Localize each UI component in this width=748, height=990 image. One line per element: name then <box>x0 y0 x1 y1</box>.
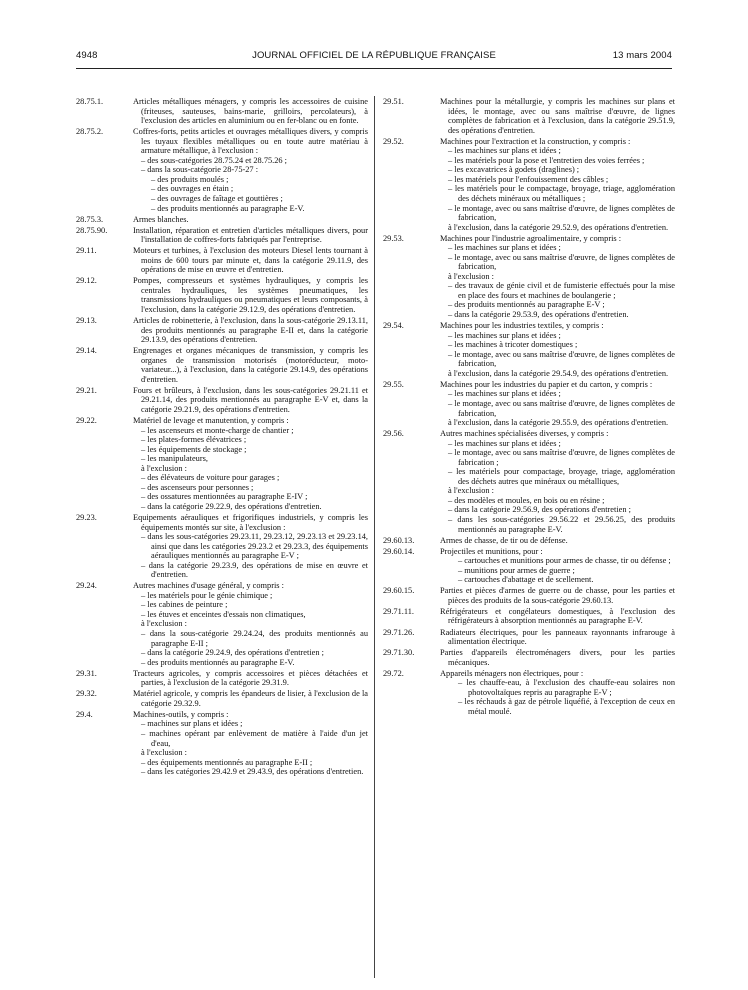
column-divider <box>374 96 375 978</box>
nomenclature-entry <box>383 586 675 605</box>
exclusion-clause: à l'exclusion, dans la catégorie 29.54.9, des opérations d'entretien. <box>448 368 669 378</box>
list-item: – des produits mentionnés au paragraphe E-V. <box>141 657 295 667</box>
nomenclature-entry <box>383 380 675 428</box>
list-item: – les machines sur plans et idées ; <box>448 146 561 156</box>
entry-code: 29.22. <box>76 416 97 425</box>
exclusion-clause: à l'exclusion : <box>141 748 187 758</box>
entry-description: Parties et pièces d'armes de guerre ou de chasse, pour les parties et pièces des produits de la sous-catégorie 29.60.13. <box>440 586 675 605</box>
list-item: – les équipements de stockage ; <box>141 444 247 454</box>
entry-body <box>133 215 368 225</box>
list-item: – des équipements mentionnés au paragraphe E-II ; <box>141 757 313 767</box>
nomenclature-entry <box>76 346 368 384</box>
entry-code: 29.13. <box>76 316 97 326</box>
entry-code: 28.75.90. <box>76 225 108 235</box>
nomenclature-entry <box>76 689 368 708</box>
entry-body <box>440 380 675 428</box>
entry-description: Autres machines d'usage général, y compris : <box>133 581 284 591</box>
entry-description: Autres machines spécialisées diverses, y compris : <box>440 429 609 439</box>
list-item: – les chauffe-eau, à l'exclusion des chauffe-eau solaires non photovoltaïques repris au paragraphe E-V ; <box>458 678 675 697</box>
nomenclature-entry <box>383 234 675 320</box>
entry-description: Equipements aérauliques et frigorifiques industriels, y compris les équipements montés sur site, à l'exclusion : <box>133 512 368 532</box>
list-item: – les matériels pour le compactage, broyage, triage, agglomération des déchets minéraux ou métalliques ; <box>448 184 675 203</box>
entry-code: 29.60.14. <box>383 546 415 556</box>
entry-code: 29.53. <box>383 233 404 243</box>
entry-body <box>440 586 675 605</box>
exclusion-clause: à l'exclusion : <box>448 486 494 496</box>
entry-description: Matériel agricole, y compris les épandeurs de lisier, à l'exclusion de la catégorie 29.32.9. <box>133 689 368 708</box>
list-item: – les ascenseurs et monte-charge de chantier ; <box>141 425 294 435</box>
entry-body <box>440 234 675 320</box>
entry-body <box>133 97 368 126</box>
list-item: – dans la sous-catégorie 29.24.24, des produits mentionnés au paragraphe E-II ; <box>141 629 368 648</box>
entry-body <box>440 607 675 626</box>
list-item: – les réchauds à gaz de pétrole liquéfié, à l'exception de ceux en métal moulé. <box>458 697 675 716</box>
nomenclature-entry <box>76 669 368 688</box>
entry-code: 28.75.2. <box>76 127 104 137</box>
list-item: – le montage, avec ou sans maîtrise d'œuvre, de lignes complètes de fabrication, <box>448 398 675 418</box>
entry-description: Engrenages et organes mécaniques de transmission, y compris les organes de transmission motorisés (motoréducteur, moto-variateur...), à l'exclusion, dans la catégorie 29.14.9, des opérations d'entretien. <box>133 346 368 384</box>
entry-code: 29.21. <box>76 385 97 395</box>
entry-description: Articles métalliques ménagers, y compris les accessoires de cuisine (friteuses, sauteuses, bains-marie, grilloirs, percolateurs), à l'exclusion des articles en aluminium ou en fer-blanc ou en fonte. <box>133 97 368 126</box>
entry-code: 29.60.13. <box>383 535 415 545</box>
entry-body <box>133 689 368 708</box>
nomenclature-entry <box>76 97 368 126</box>
entry-body <box>440 321 675 378</box>
right-column <box>383 97 675 718</box>
list-item: – les cabines de peinture ; <box>141 600 228 610</box>
entry-code: 28.75.3. <box>76 214 104 224</box>
nomenclature-entry <box>76 127 368 213</box>
nomenclature-entry <box>76 226 368 245</box>
list-item: – des élévateurs de voiture pour garages ; <box>141 473 280 483</box>
nomenclature-entry <box>76 386 368 415</box>
list-item: – le montage, avec ou sans maîtrise d'œuvre, de lignes complètes de fabrication, <box>448 203 675 223</box>
entry-body <box>133 127 368 213</box>
list-item: – des produits mentionnés au paragraphe E-V ; <box>448 300 605 310</box>
list-item: – machines opérant par enlèvement de matière à l'aide d'un jet d'eau, <box>141 729 368 748</box>
entry-code: 29.24. <box>76 581 97 591</box>
nomenclature-entry <box>383 628 675 647</box>
list-item: – dans la catégorie 29.24.9, des opérations d'entretien ; <box>141 648 324 658</box>
nomenclature-entry <box>383 321 675 378</box>
entry-description: Moteurs et turbines, à l'exclusion des moteurs Diesel lents tournant à moins de 600 tours par minute et, dans la catégorie 29.11.9, des opérations de mise en œuvre et d'entretien. <box>133 246 368 275</box>
list-item: – les machines à tricoter domestiques ; <box>448 340 578 350</box>
entry-description: Parties d'appareils électroménagers divers, pour les parties mécaniques. <box>440 648 675 667</box>
entry-code: 28.75.1. <box>76 97 104 106</box>
entry-description: Machines pour l'industrie agroalimentaire, y compris : <box>440 233 622 243</box>
exclusion-clause: à l'exclusion, dans la catégorie 29.55.9, des opérations d'entretien. <box>448 418 669 428</box>
entry-code: 29.12. <box>76 276 97 286</box>
entry-code: 29.55. <box>383 379 404 389</box>
entry-description: Projectiles et munitions, pour : <box>440 546 543 556</box>
entry-body <box>440 547 675 585</box>
entry-code: 29.14. <box>76 346 97 356</box>
list-item: – les machines sur plans et idées ; <box>448 243 561 253</box>
list-item: – munitions pour armes de guerre ; <box>458 565 575 575</box>
entry-body <box>440 669 675 717</box>
nomenclature-entry <box>383 648 675 667</box>
nomenclature-entry <box>76 416 368 511</box>
entry-body <box>440 97 675 135</box>
entry-description: Appareils ménagers non électriques, pour : <box>440 668 584 678</box>
list-item: – des modèles et moules, en bois ou en résine ; <box>448 495 605 505</box>
entry-description: Installation, réparation et entretien d'articles métalliques divers, pour l'installation de coffres-forts fabriqués par l'entreprise. <box>133 225 368 245</box>
nomenclature-entry <box>383 536 675 546</box>
nomenclature-entry <box>383 547 675 585</box>
entry-code: 29.51. <box>383 97 404 106</box>
exclusion-clause: à l'exclusion, dans la catégorie 29.52.9, des opérations d'entretien. <box>448 222 669 232</box>
nomenclature-entry <box>383 137 675 232</box>
entry-description: Coffres-forts, petits articles et ouvrages métalliques divers, y compris les tuyaux flexibles métalliques ou en toute autre matériau à armature métallique, à l'exclusion : <box>133 127 368 156</box>
entry-body <box>133 710 368 777</box>
entry-description: Armes de chasse, de tir ou de défense. <box>440 535 568 545</box>
list-item: – les matériels pour compactage, broyage, triage, agglomération des déchets autres que minéraux ou métalliques, <box>448 467 675 486</box>
nomenclature-entry <box>76 513 368 580</box>
list-item: – le montage, avec ou sans maîtrise d'œuvre, de lignes complètes de fabrication ; <box>448 448 675 467</box>
list-item: – le montage, avec ou sans maîtrise d'œuvre, de lignes complètes de fabrication, <box>448 252 675 272</box>
list-item: – machines sur plans et idées ; <box>141 719 243 729</box>
entry-body <box>133 246 368 275</box>
page-number: 4948 <box>76 50 98 61</box>
entry-code: 29.11. <box>76 246 97 256</box>
list-item: – dans les sous-catégories 29.23.11, 29.23.12, 29.23.13 et 29.23.14, ainsi que dans les catégories 29.23.2 et 29.23.3, des équipements aérauliques mentionnés au paragraphe E-V ; <box>141 532 368 561</box>
list-item: – des ouvrages de faîtage et gouttières ; <box>151 193 283 203</box>
list-item: – des ossatures mentionnées au paragraphe E-IV ; <box>141 492 308 502</box>
list-item: – des ouvrages en étain ; <box>151 184 234 194</box>
list-item: – dans les catégories 29.42.9 et 29.43.9, des opérations d'entretien. <box>141 767 364 777</box>
list-item: – les matériels pour la pose et l'entretien des voies ferrées ; <box>448 155 645 165</box>
list-item: – les machines sur plans et idées ; <box>448 438 561 448</box>
list-item: – dans la catégorie 29.56.9, des opérations d'entretien ; <box>448 505 631 515</box>
entry-description: Machines pour les industries textiles, y compris : <box>440 321 604 331</box>
entry-description: Pompes, compresseurs et systèmes hydrauliques, y compris les centrales hydrauliques, les systèmes pneumatiques, les transmissions hydrauliques ou pneumatiques et leurs composants, à l'exclusion, dans la catégorie 29.12.9, des opérations d'entretien. <box>133 276 368 314</box>
entry-body <box>133 316 368 345</box>
left-column <box>76 97 368 778</box>
entry-body <box>440 536 675 546</box>
entry-body <box>133 513 368 580</box>
entry-body <box>133 669 368 688</box>
list-item: – des sous-catégories 28.75.24 et 28.75.26 ; <box>141 155 287 165</box>
entry-body <box>440 137 675 232</box>
entry-description: Tracteurs agricoles, y compris accessoires et pièces détachées et parties, à l'exclusion de la catégorie 29.31.9. <box>133 668 368 688</box>
nomenclature-entry <box>76 316 368 345</box>
entry-code: 29.4. <box>76 709 93 719</box>
entry-body <box>133 386 368 415</box>
list-item: – les matériels pour le génie chimique ; <box>141 590 273 600</box>
list-item: – des produits moulés ; <box>151 174 229 184</box>
entry-code: 29.54. <box>383 321 404 331</box>
publication-date: 13 mars 2004 <box>612 50 672 61</box>
nomenclature-entry <box>76 246 368 275</box>
entry-code: 29.52. <box>383 136 404 146</box>
list-item: – dans la catégorie 29.22.9, des opérations d'entretien. <box>141 501 322 511</box>
entry-description: Machines pour les industries du papier et du carton, y compris : <box>440 379 653 389</box>
entry-description: Machines pour l'extraction et la construction, y compris : <box>440 136 631 146</box>
list-item: – dans la sous-catégorie 28-75-27 : <box>141 165 259 175</box>
entry-code: 29.60.15. <box>383 586 415 596</box>
entry-description: Armes blanches. <box>133 214 189 224</box>
nomenclature-entry <box>383 607 675 626</box>
entry-body <box>133 276 368 314</box>
list-item: – des produits mentionnés au paragraphe E-V. <box>151 203 305 213</box>
entry-code: 29.71.26. <box>383 627 415 637</box>
entry-description: Radiateurs électriques, pour les panneaux rayonnants infrarouge à alimentation électrique. <box>440 627 675 647</box>
list-item: – les machines sur plans et idées ; <box>448 389 561 399</box>
entry-body <box>440 628 675 647</box>
exclusion-clause: à l'exclusion : <box>141 619 187 629</box>
entry-description: Réfrigérateurs et congélateurs domestiques, à l'exclusion des réfrigérateurs à absorption mentionnés au paragraphe E-V. <box>440 606 675 626</box>
list-item: – les matériels pour l'enfouissement des câbles ; <box>448 174 609 184</box>
entry-body <box>440 648 675 667</box>
nomenclature-entry <box>76 276 368 314</box>
entry-description: Articles de robinetterie, à l'exclusion, dans la sous-catégorie 29.13.11, des produits mentionnés au paragraphe E-II et, dans la catégorie 29.13.9, des opérations d'entretien. <box>133 316 368 345</box>
header-rule <box>76 68 672 69</box>
entry-description: Machines-outils, y compris : <box>133 709 229 719</box>
list-item: – des travaux de génie civil et de fumisterie effectués pour la mise en place des fours et machines de boulangerie ; <box>448 281 675 300</box>
list-item: – les excavatrices à godets (draglines) ; <box>448 165 580 175</box>
page-header <box>76 50 672 66</box>
entry-code: 29.23. <box>76 512 97 522</box>
entry-body <box>133 226 368 245</box>
entry-description: Machines pour la métallurgie, y compris les machines sur plans et idées, le montage, avec ou sans maîtrise d'œuvre, de lignes complètes de fabrication et à l'exclusion, dans la catégorie 29.51.9, des opérations d'entretien. <box>440 97 675 135</box>
entry-description: Matériel de levage et manutention, y compris : <box>133 416 289 425</box>
entry-code: 29.56. <box>383 429 404 439</box>
entry-body <box>133 346 368 384</box>
journal-title: JOURNAL OFFICIEL DE LA RÉPUBLIQUE FRANÇAISE <box>252 50 496 61</box>
list-item: – dans les sous-catégories 29.56.22 et 29.56.25, des produits mentionnés au paragraphe E-V. <box>448 515 675 534</box>
list-item: – cartouches d'abattage et de scellement. <box>458 575 594 585</box>
exclusion-clause: à l'exclusion : <box>141 463 187 473</box>
list-item: – les manipulateurs, <box>141 454 208 464</box>
list-item: – dans la catégorie 29.53.9, des opérations d'entretien. <box>448 310 629 320</box>
entry-code: 29.72. <box>383 668 404 678</box>
nomenclature-entry <box>76 581 368 667</box>
entry-code: 29.31. <box>76 668 97 678</box>
entry-description: Fours et brûleurs, à l'exclusion, dans les sous-catégories 29.21.11 et 29.21.14, des produits mentionnés au paragraphe E-V et, dans la catégorie 29.21.9, des opérations d'entretien. <box>133 385 368 414</box>
entry-body <box>133 581 368 667</box>
nomenclature-entry <box>383 429 675 534</box>
entry-body <box>133 416 368 511</box>
entry-body <box>440 429 675 534</box>
list-item: – le montage, avec ou sans maîtrise d'œuvre, de lignes complètes de fabrication, <box>448 349 675 369</box>
list-item: – les plates-formes élévatrices ; <box>141 435 247 445</box>
nomenclature-entry <box>383 97 675 135</box>
list-item: – des ascenseurs pour personnes ; <box>141 482 254 492</box>
nomenclature-entry <box>76 215 368 225</box>
exclusion-clause: à l'exclusion : <box>448 271 494 281</box>
list-item: – dans la catégorie 29.23.9, des opérations de mise en œuvre et d'entretien. <box>141 560 368 580</box>
nomenclature-entry <box>76 710 368 777</box>
list-item: – les machines sur plans et idées ; <box>448 330 561 340</box>
list-item: – cartouches et munitions pour armes de chasse, tir ou défense ; <box>458 556 671 566</box>
entry-code: 29.71.11. <box>383 606 414 616</box>
list-item: – les étuves et enceintes d'essais non climatiques, <box>141 609 306 619</box>
nomenclature-entry <box>383 669 675 717</box>
entry-code: 29.71.30. <box>383 648 415 658</box>
entry-code: 29.32. <box>76 689 97 699</box>
